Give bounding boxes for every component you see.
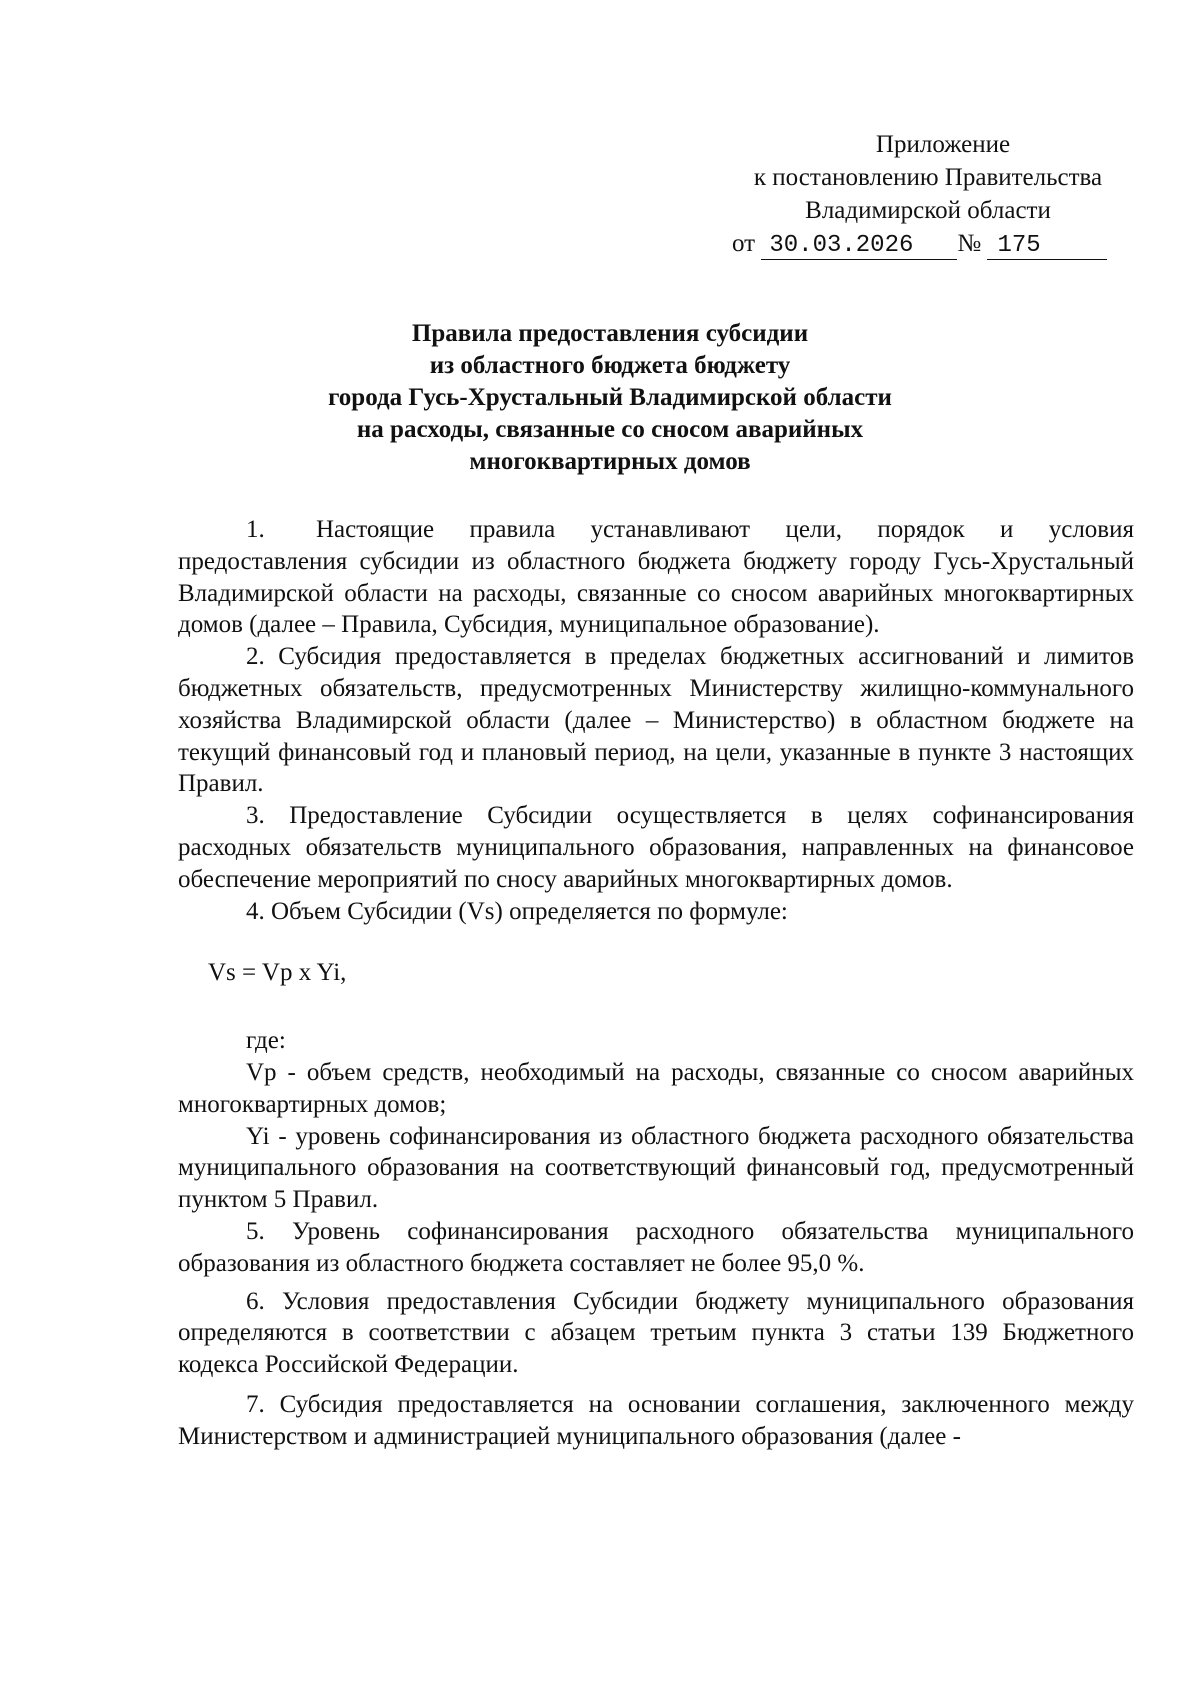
document-body (178, 514, 1134, 1453)
paragraph-1-number: 1. (246, 516, 265, 543)
definition-vp: Vp - объем средств, необходимый на расходы, связанные со сносом аварийных многоквартирных домов; (178, 1058, 1134, 1118)
title-line-3: города Гусь-Хрустальный Владимирской области (328, 384, 892, 411)
paragraph-1-text: Настоящие правила устанавливают цели, порядок и условия предоставления субсидии из областного бюджета бюджету городу Гусь-Хрустальный Владимирской области на расходы, связанные со сносом аварийных многоквартирных домов (далее – Правила, Субсидия, муниципальное образование). (178, 516, 1134, 639)
title-line-4: на расходы, связанные со сносом аварийных (356, 416, 864, 443)
resolution-date: 30.03.2026 (761, 233, 957, 260)
appendix-region: Владимирской области (805, 197, 1051, 224)
title-line-5: многоквартирных домов (469, 448, 751, 475)
paragraph-1 (178, 514, 1134, 641)
paragraph-5: 5. Уровень софинансирования расходного обязательства муниципального образования из областного бюджета составляет не более 95,0 %. (178, 1217, 1134, 1277)
appendix-date-line (728, 227, 1128, 260)
paragraph-3: 3. Предоставление Субсидии осуществляется в целях софинансирования расходных обязательств муниципального образования, направленных на финансовое обеспечение мероприятий по сносу аварийных многоквартирных домов. (178, 802, 1134, 893)
number-label: № (957, 230, 982, 257)
definition-yi: Yi - уровень софинансирования из областного бюджета расходного обязательства муниципального образования на соответствующий финансовый год, предусмотренный пунктом 5 Правил. (178, 1122, 1134, 1214)
paragraph-6: 6. Условия предоставления Субсидии бюджету муниципального образования определяются в соответствии с абзацем третьим пункта 3 статьи 139 Бюджетного кодекса Российской Федерации. (178, 1287, 1134, 1379)
appendix-block (728, 128, 1128, 260)
formula-text: Vs = Vp x Yi, (208, 959, 347, 987)
from-label: от (732, 230, 756, 257)
appendix-heading: Приложение (875, 131, 1011, 158)
paragraph-2: 2. Субсидия предоставляется в пределах бюджетных ассигнований и лимитов бюджетных обязательств, предусмотренных Министерству жилищно-коммунального хозяйства Владимирской области (далее – Министерство) в областном бюджете на текущий финансовый год и плановый период, на цели, указанные в пункте 3 настоящих Правил. (178, 643, 1134, 798)
paragraph-4: 4. Объем Субсидии (Vs) определяется по формуле: (246, 897, 788, 925)
formula-where: где: (246, 1027, 286, 1055)
title-line-1: Правила предоставления субсидии (411, 320, 809, 347)
paragraph-7: 7. Субсидия предоставляется на основании соглашения, заключенного между Министерством и администрацией муниципального образования (далее - (178, 1390, 1134, 1450)
document-title (180, 318, 1040, 478)
appendix-reference: к постановлению Правительства (753, 164, 1103, 191)
formula (178, 957, 1134, 989)
resolution-number: 175 (987, 233, 1107, 260)
title-line-2: из областного бюджета бюджету (429, 352, 791, 379)
